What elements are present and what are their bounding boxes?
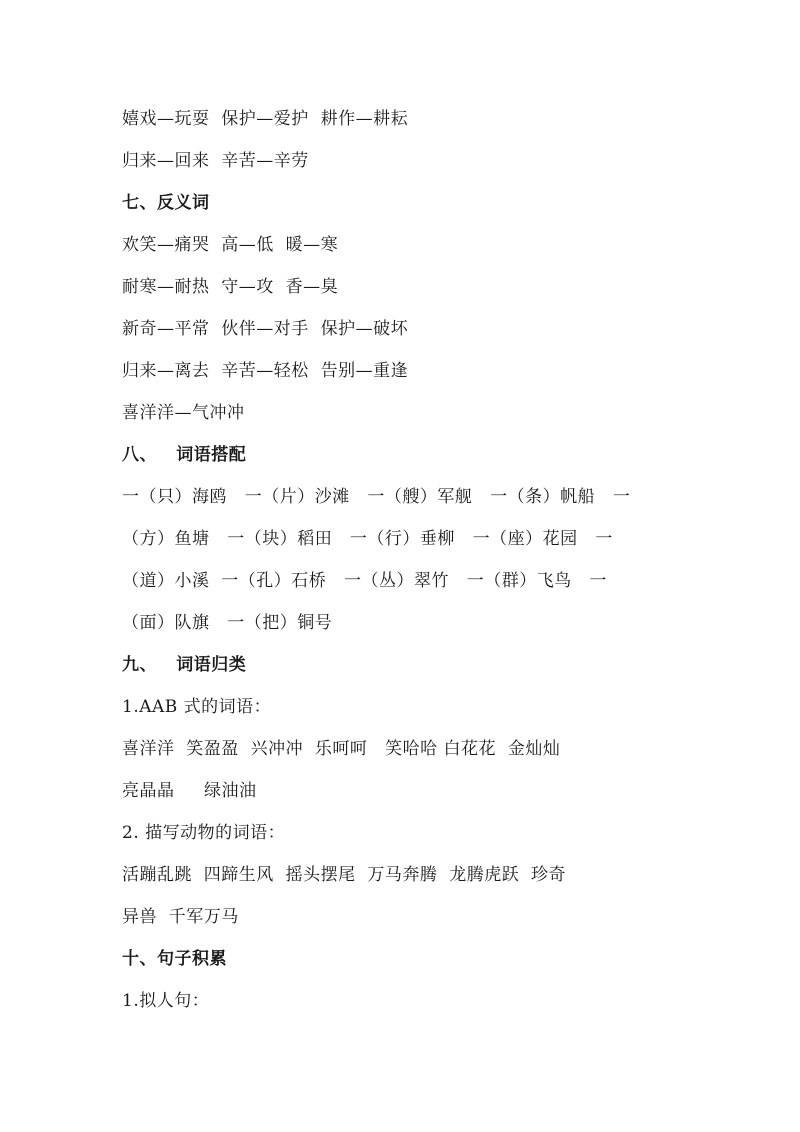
document-page — [122, 98, 682, 1022]
pairing-line-2: （方）鱼塘 一（块）稻田 一（行）垂柳 一（座）花园 一 — [122, 529, 613, 549]
animal-words-label: 2. 描写动物的词语： — [122, 823, 286, 843]
pairing-line-3: （道）小溪 一（孔）石桥 一（丛）翠竹 一（群）飞鸟 一 — [122, 571, 607, 591]
animal-words-line-1: 活蹦乱跳 四蹄生风 摇头摆尾 万马奔腾 龙腾虎跃 珍奇 — [122, 865, 567, 885]
synonym-line-1: 嬉戏—玩耍 保护—爱护 耕作—耕耘 — [122, 109, 409, 129]
animal-words-line-2: 异兽 千军万马 — [122, 907, 239, 927]
antonym-line-4: 归来—离去 辛苦—轻松 告别—重逢 — [122, 361, 409, 381]
antonym-line-3: 新奇—平常 伙伴—对手 保护—破坏 — [122, 319, 409, 339]
antonym-line-1: 欢笑—痛哭 高—低 暖—寒 — [122, 235, 339, 255]
section-heading-word-classification: 九、 词语归类 — [122, 655, 247, 675]
pairing-line-1: 一（只）海鸥 一（片）沙滩 一（艘）军舰 一（条）帆船 一 — [122, 487, 631, 507]
section-heading-sentence-accumulation: 十、句子积累 — [122, 949, 227, 969]
antonym-line-5: 喜洋洋—气冲冲 — [122, 403, 245, 423]
antonym-line-2: 耐寒—耐热 守—攻 香—臭 — [122, 277, 339, 297]
section-heading-word-pairing: 八、 词语搭配 — [122, 445, 247, 465]
synonym-line-2: 归来—回来 辛苦—辛劳 — [122, 151, 309, 171]
personification-label: 1.拟人句： — [122, 991, 210, 1011]
pairing-line-4: （面）队旗 一（把）铜号 — [122, 613, 333, 633]
aab-words-line-1: 喜洋洋 笑盈盈 兴冲冲 乐呵呵 笑哈哈 白花花 金灿灿 — [122, 739, 561, 759]
section-heading-antonyms: 七、反义词 — [122, 193, 210, 213]
aab-words-line-2: 亮晶晶 绿油油 — [122, 781, 257, 801]
aab-words-label: 1.AAB 式的词语： — [122, 697, 272, 717]
